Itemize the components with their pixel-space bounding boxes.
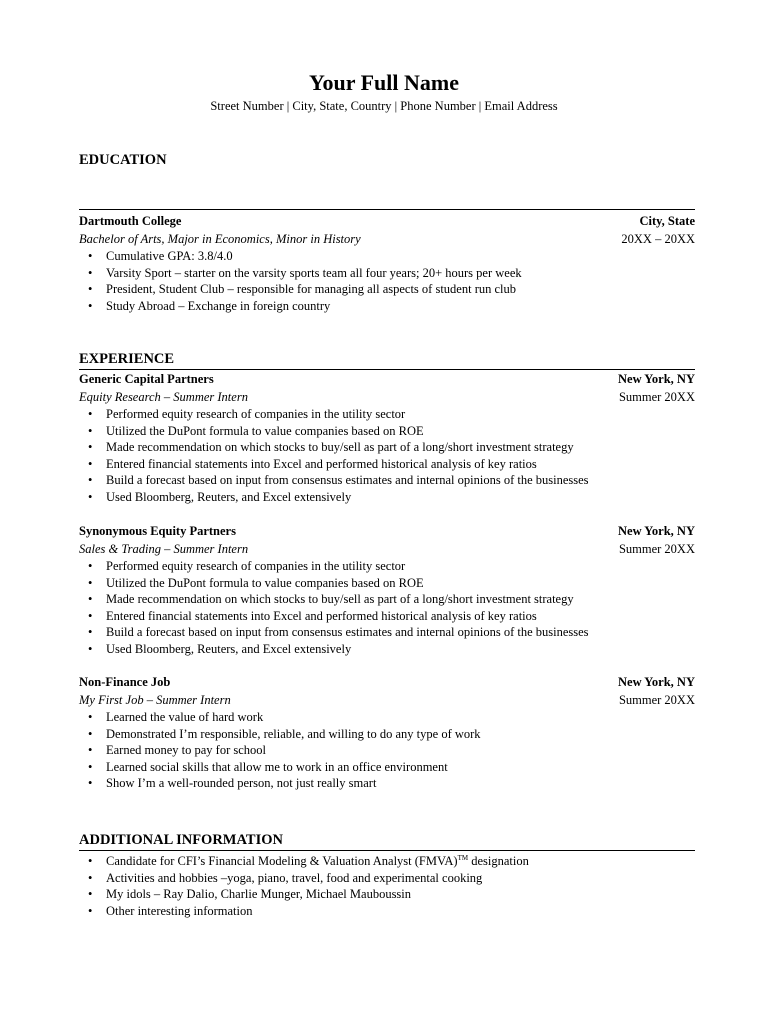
list-item: • Build a forecast based on input from consensus estimates and internal opinions of the businesses: [88, 473, 589, 488]
job-dates: Summer 20XX: [618, 692, 695, 707]
list-item: • Activities and hobbies –yoga, piano, travel, food and experimental cooking: [88, 870, 483, 885]
list-item: • Used Bloomberg, Reuters, and Excel extensively: [88, 489, 352, 504]
additional-bullets: [79, 853, 695, 919]
bullet-icon: •: [88, 489, 93, 504]
list-item: • Entered financial statements into Excel and performed historical analysis of key ratios: [88, 456, 537, 471]
school-location: City, State: [639, 214, 695, 228]
bullet-icon: •: [88, 473, 93, 488]
bullet-icon: •: [88, 710, 93, 724]
bullet-icon: •: [88, 903, 93, 918]
bullet-icon: •: [88, 608, 93, 623]
list-item: • Cumulative GPA: 3.8/4.0: [88, 249, 233, 263]
bullet-icon: •: [88, 249, 93, 263]
bullet-icon: •: [88, 625, 93, 640]
additional-entry: [79, 853, 695, 919]
job-role: Sales & Trading – Summer Intern: [79, 541, 249, 556]
bullet-icon: •: [88, 440, 93, 455]
job-entry: [79, 674, 695, 792]
bullet-icon: •: [88, 282, 93, 297]
list-item: • Demonstrated I’m responsible, reliable, and willing to do any type of work: [88, 726, 481, 741]
section-title-education: EDUCATION: [79, 152, 167, 168]
job-role: Equity Research – Summer Intern: [79, 389, 248, 404]
job-entry: [79, 371, 695, 506]
section-title-experience: EXPERIENCE: [79, 351, 175, 367]
cfi-text-end: designation: [468, 854, 529, 868]
list-item: • My idols – Ray Dalio, Charlie Munger, Michael Mauboussin: [88, 887, 412, 902]
list-item: • Learned the value of hard work: [88, 710, 264, 724]
bullet-icon: •: [88, 759, 93, 774]
job-dates: Summer 20XX: [618, 541, 695, 556]
list-item: • Performed equity research of companies in the utility sector: [88, 407, 406, 421]
list-item: • Made recommendation on which stocks to buy/sell as part of a long/short investment strategy: [88, 440, 574, 455]
list-item: • Varsity Sport – starter on the varsity sports team all four years; 20+ hours per week: [88, 265, 522, 280]
list-item: • Used Bloomberg, Reuters, and Excel extensively: [88, 641, 352, 656]
bullet-icon: •: [88, 592, 93, 607]
list-item: • Build a forecast based on input from consensus estimates and internal opinions of the businesses: [88, 625, 589, 640]
section-title-additional: ADDITIONAL INFORMATION: [79, 832, 283, 848]
bullet-icon: •: [88, 456, 93, 471]
education-bullets: [79, 248, 695, 314]
bullet-icon: •: [88, 559, 93, 573]
contact-line: Street Number | City, State, Country | Phone Number | Email Address: [210, 99, 558, 113]
trademark-mark: TM: [457, 854, 469, 862]
job-location: New York, NY: [618, 524, 695, 538]
list-item: • Other interesting information: [88, 903, 253, 918]
list-item: • Performed equity research of companies in the utility sector: [88, 559, 406, 573]
bullet-icon: •: [88, 641, 93, 656]
education-divider: [79, 209, 695, 210]
bullet-icon: •: [88, 887, 93, 902]
company-name: Generic Capital Partners: [79, 372, 214, 386]
list-item: • Utilized the DuPont formula to value companies based on ROE: [88, 575, 424, 590]
school-name: Dartmouth College: [79, 214, 182, 228]
job-role: My First Job – Summer Intern: [79, 692, 231, 707]
list-item: [79, 853, 695, 870]
list-item: • President, Student Club – responsible for managing all aspects of student run club: [88, 282, 516, 297]
education-dates: 20XX – 20XX: [621, 231, 695, 246]
bullet-icon: •: [88, 854, 93, 868]
experience-divider: [79, 369, 695, 370]
list-item: • Show I’m a well-rounded person, not just really smart: [88, 776, 377, 791]
education-entry: [79, 213, 695, 314]
job-location: New York, NY: [618, 675, 695, 689]
list-item: • Entered financial statements into Excel and performed historical analysis of key ratios: [88, 608, 537, 623]
full-name: Your Full Name: [309, 70, 459, 95]
list-item: • Utilized the DuPont formula to value companies based on ROE: [88, 423, 424, 438]
job-bullets: [79, 558, 695, 658]
list-item: • Earned money to pay for school: [88, 743, 267, 758]
bullet-icon: •: [88, 407, 93, 421]
bullet-icon: •: [88, 870, 93, 885]
list-item: • Learned social skills that allow me to work in an office environment: [88, 759, 448, 774]
bullet-icon: •: [88, 726, 93, 741]
company-name: Synonymous Equity Partners: [79, 524, 236, 538]
job-entry: [79, 523, 695, 658]
job-bullets: [79, 406, 695, 506]
bullet-icon: •: [88, 298, 93, 313]
job-bullets: [79, 709, 695, 792]
bullet-icon: •: [88, 575, 93, 590]
list-item: • Made recommendation on which stocks to buy/sell as part of a long/short investment strategy: [88, 592, 574, 607]
degree: Bachelor of Arts, Major in Economics, Minor in History: [79, 231, 361, 246]
bullet-icon: •: [88, 743, 93, 758]
bullet-icon: •: [88, 423, 93, 438]
job-location: New York, NY: [618, 372, 695, 386]
list-item: • Study Abroad – Exchange in foreign country: [88, 298, 331, 313]
cfi-text: Candidate for CFI’s Financial Modeling & Valuation Analyst (FMVA): [106, 854, 458, 868]
bullet-icon: •: [88, 265, 93, 280]
company-name: Non-Finance Job: [79, 675, 171, 689]
bullet-icon: •: [88, 776, 93, 791]
additional-divider: [79, 850, 695, 851]
job-dates: Summer 20XX: [618, 389, 695, 404]
